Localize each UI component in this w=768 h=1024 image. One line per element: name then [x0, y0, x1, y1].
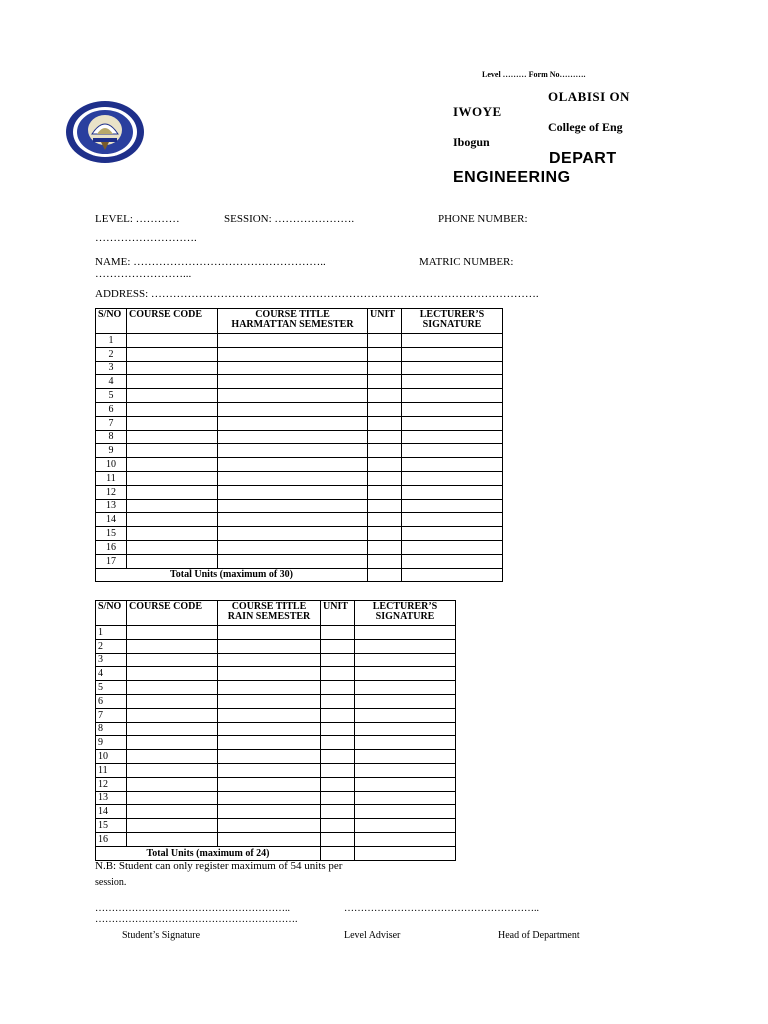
lecturer-signature-cell[interactable]: [355, 653, 456, 667]
course-code-cell[interactable]: [127, 639, 218, 653]
lecturer-signature-cell[interactable]: [402, 513, 503, 527]
table-row: [96, 416, 503, 430]
lecturer-signature-cell[interactable]: [402, 375, 503, 389]
table-row: [96, 819, 456, 833]
college-name: College of Eng: [548, 120, 623, 134]
lecturer-signature-cell[interactable]: [355, 626, 456, 640]
sn-cell: 12: [96, 777, 127, 791]
sn-cell: 2: [96, 347, 127, 361]
table-row: [96, 832, 456, 846]
course-code-cell[interactable]: [127, 694, 218, 708]
table-row: [96, 389, 503, 403]
lecturer-signature-cell[interactable]: [402, 554, 503, 568]
total-units-label: Total Units (maximum of 24): [96, 846, 321, 860]
course-code-cell[interactable]: [127, 416, 218, 430]
table-row: [96, 708, 456, 722]
lecturer-signature-cell[interactable]: [355, 763, 456, 777]
lecturer-signature-cell[interactable]: [402, 471, 503, 485]
course-title-cell[interactable]: [218, 791, 321, 805]
level-adviser-label: Level Adviser: [344, 930, 401, 941]
unit-cell[interactable]: [321, 708, 355, 722]
lecturer-signature-header-line2: SIGNATURE: [375, 611, 435, 622]
sn-cell: 12: [96, 485, 127, 499]
course-title-cell[interactable]: [218, 832, 321, 846]
sn-cell: 17: [96, 554, 127, 568]
table-row: [96, 653, 456, 667]
course-title-cell[interactable]: [218, 540, 368, 554]
unit-cell[interactable]: [321, 626, 355, 640]
unit-cell[interactable]: [368, 499, 402, 513]
sn-cell: 5: [96, 681, 127, 695]
table-row: [96, 667, 456, 681]
course-code-header: COURSE CODE: [127, 601, 218, 626]
course-title-cell[interactable]: [218, 471, 368, 485]
course-code-cell[interactable]: [127, 736, 218, 750]
course-title-cell[interactable]: [218, 361, 368, 375]
university-name: OLABISI ON: [548, 89, 630, 104]
lecturer-signature-cell[interactable]: [402, 527, 503, 541]
unit-cell[interactable]: [321, 805, 355, 819]
table-row: [96, 791, 456, 805]
sn-header: S/NO: [96, 601, 127, 626]
sn-cell: 15: [96, 527, 127, 541]
course-code-cell[interactable]: [127, 708, 218, 722]
unit-header: UNIT: [321, 601, 355, 626]
lecturer-signature-cell[interactable]: [402, 402, 503, 416]
course-code-cell[interactable]: [127, 819, 218, 833]
course-title-header-line2: HARMATTAN SEMESTER: [231, 319, 354, 330]
lecturer-signature-cell[interactable]: [402, 430, 503, 444]
course-code-cell[interactable]: [127, 554, 218, 568]
unit-cell[interactable]: [368, 430, 402, 444]
course-title-header-line1: COURSE TITLE: [231, 601, 307, 612]
total-units-value[interactable]: [368, 568, 402, 582]
course-code-cell[interactable]: [127, 763, 218, 777]
course-code-cell[interactable]: [127, 334, 218, 348]
level-form-number: Level ……… Form No……….: [482, 70, 586, 79]
table-row: [96, 626, 456, 640]
course-code-cell[interactable]: [127, 513, 218, 527]
course-code-cell[interactable]: [127, 832, 218, 846]
course-title-cell[interactable]: [218, 430, 368, 444]
unit-cell[interactable]: [321, 763, 355, 777]
sn-cell: 16: [96, 540, 127, 554]
total-units-row: [96, 568, 503, 582]
lecturer-signature-cell[interactable]: [355, 667, 456, 681]
course-title-cell[interactable]: [218, 389, 368, 403]
course-title-cell[interactable]: [218, 444, 368, 458]
unit-cell[interactable]: [321, 681, 355, 695]
course-code-cell[interactable]: [127, 667, 218, 681]
unit-cell[interactable]: [321, 791, 355, 805]
table-header-row: [96, 309, 503, 334]
unit-cell[interactable]: [368, 361, 402, 375]
unit-cell[interactable]: [321, 736, 355, 750]
unit-cell[interactable]: [368, 540, 402, 554]
course-title-header-line1: COURSE TITLE: [255, 309, 330, 320]
course-code-cell[interactable]: [127, 402, 218, 416]
lecturer-signature-cell[interactable]: [402, 361, 503, 375]
course-title-cell[interactable]: [218, 513, 368, 527]
table-row: [96, 805, 456, 819]
table-row: [96, 540, 503, 554]
table-row: [96, 347, 503, 361]
course-title-cell[interactable]: [218, 777, 321, 791]
course-code-cell[interactable]: [127, 805, 218, 819]
course-code-cell[interactable]: [127, 777, 218, 791]
table-row: [96, 694, 456, 708]
course-title-cell[interactable]: [218, 681, 321, 695]
course-code-cell[interactable]: [127, 626, 218, 640]
course-title-cell[interactable]: [218, 402, 368, 416]
lecturer-signature-cell[interactable]: [402, 485, 503, 499]
table-row: [96, 499, 503, 513]
lecturer-signature-cell[interactable]: [402, 389, 503, 403]
course-code-header: COURSE CODE: [127, 309, 218, 334]
lecturer-signature-cell[interactable]: [355, 694, 456, 708]
sn-cell: 14: [96, 513, 127, 527]
sn-cell: 11: [96, 471, 127, 485]
unit-cell[interactable]: [321, 694, 355, 708]
lecturer-signature-header-line2: SIGNATURE: [422, 319, 482, 330]
unit-cell[interactable]: [368, 513, 402, 527]
course-code-cell[interactable]: [127, 389, 218, 403]
course-title-cell[interactable]: [218, 653, 321, 667]
table-row: [96, 402, 503, 416]
lecturer-signature-cell[interactable]: [402, 499, 503, 513]
sn-cell: 6: [96, 402, 127, 416]
sn-cell: 9: [96, 444, 127, 458]
sn-cell: 7: [96, 416, 127, 430]
lecturer-signature-cell[interactable]: [402, 458, 503, 472]
university-location: IWOYE: [453, 104, 502, 119]
table-row: [96, 444, 503, 458]
course-title-cell[interactable]: [218, 639, 321, 653]
sn-cell: 16: [96, 832, 127, 846]
table-row: [96, 485, 503, 499]
sn-cell: 1: [96, 626, 127, 640]
unit-cell[interactable]: [321, 667, 355, 681]
lecturer-signature-cell[interactable]: [355, 805, 456, 819]
sn-cell: 6: [96, 694, 127, 708]
unit-cell[interactable]: [321, 750, 355, 764]
unit-cell[interactable]: [368, 444, 402, 458]
sn-cell: 11: [96, 763, 127, 777]
sn-cell: 14: [96, 805, 127, 819]
matric-number-label: MATRIC NUMBER:: [419, 256, 514, 268]
table-row: [96, 513, 503, 527]
phone-number-label: PHONE NUMBER:: [438, 213, 528, 225]
lecturer-signature-cell[interactable]: [355, 722, 456, 736]
sn-cell: 5: [96, 389, 127, 403]
course-title-cell[interactable]: [218, 667, 321, 681]
unit-cell[interactable]: [368, 389, 402, 403]
name-field: NAME: ……………………………………………..: [95, 256, 326, 268]
address-field: ADDRESS: …………………………………………………………………………………………….: [95, 288, 539, 300]
registration-note: N.B: Student can only register maximum of 54 units per: [95, 860, 343, 872]
session-field: SESSION: ………………….: [224, 213, 355, 225]
course-title-cell[interactable]: [218, 750, 321, 764]
course-code-cell[interactable]: [127, 722, 218, 736]
harmattan-semester-table: [95, 308, 503, 582]
course-code-cell[interactable]: [127, 375, 218, 389]
course-title-cell[interactable]: [218, 694, 321, 708]
sn-cell: 7: [96, 708, 127, 722]
course-code-cell[interactable]: [127, 791, 218, 805]
lecturer-signature-cell[interactable]: [402, 416, 503, 430]
table-row: [96, 527, 503, 541]
table-row: [96, 722, 456, 736]
table-row: [96, 471, 503, 485]
level-adviser-signature-line[interactable]: …………………………………………………..: [344, 903, 539, 914]
sn-cell: 3: [96, 361, 127, 375]
total-units-signature[interactable]: [402, 568, 503, 582]
lecturer-signature-cell[interactable]: [355, 708, 456, 722]
course-title-cell[interactable]: [218, 458, 368, 472]
course-code-cell[interactable]: [127, 361, 218, 375]
college-location: Ibogun: [453, 135, 490, 149]
registration-note-cont: session.: [95, 877, 127, 888]
course-title-cell[interactable]: [218, 554, 368, 568]
sn-header: S/NO: [96, 309, 127, 334]
table-row: [96, 639, 456, 653]
course-title-cell[interactable]: [218, 819, 321, 833]
total-units-signature[interactable]: [355, 846, 456, 860]
course-title-cell[interactable]: [218, 347, 368, 361]
lecturer-signature-cell[interactable]: [402, 347, 503, 361]
table-row: [96, 736, 456, 750]
unit-cell[interactable]: [368, 375, 402, 389]
sn-cell: 10: [96, 458, 127, 472]
sn-cell: 8: [96, 430, 127, 444]
total-units-row: [96, 846, 456, 860]
table-row: [96, 361, 503, 375]
unit-cell[interactable]: [368, 527, 402, 541]
lecturer-signature-header-line1: LECTURER’S: [372, 601, 438, 612]
sn-cell: 4: [96, 667, 127, 681]
course-title-cell[interactable]: [218, 805, 321, 819]
table-row: [96, 750, 456, 764]
course-title-header: [218, 601, 321, 626]
course-code-cell[interactable]: [127, 347, 218, 361]
course-title-cell[interactable]: [218, 334, 368, 348]
course-code-cell[interactable]: [127, 653, 218, 667]
unit-cell[interactable]: [368, 554, 402, 568]
sn-cell: 3: [96, 653, 127, 667]
course-code-cell[interactable]: [127, 485, 218, 499]
course-code-cell[interactable]: [127, 540, 218, 554]
unit-cell[interactable]: [368, 471, 402, 485]
lecturer-signature-header: [355, 601, 456, 626]
table-row: [96, 554, 503, 568]
unit-cell[interactable]: [368, 416, 402, 430]
unit-cell[interactable]: [368, 485, 402, 499]
sn-cell: 4: [96, 375, 127, 389]
total-units-value[interactable]: [321, 846, 355, 860]
lecturer-signature-cell[interactable]: [355, 791, 456, 805]
course-title-cell[interactable]: [218, 527, 368, 541]
lecturer-signature-cell[interactable]: [402, 540, 503, 554]
course-code-cell[interactable]: [127, 444, 218, 458]
table-row: [96, 430, 503, 444]
lecturer-signature-cell[interactable]: [355, 832, 456, 846]
lecturer-signature-header-line1: LECTURER’S: [419, 309, 485, 320]
university-crest-icon: [65, 100, 145, 164]
unit-cell[interactable]: [321, 653, 355, 667]
sn-cell: 10: [96, 750, 127, 764]
level-field: LEVEL: …………: [95, 213, 180, 225]
unit-cell[interactable]: [368, 347, 402, 361]
matric-number-dots: ……………………...: [95, 268, 192, 280]
department-subtitle: ENGINEERING: [453, 169, 571, 186]
signature-line-continuation[interactable]: …………………………………………………….: [95, 914, 298, 925]
lecturer-signature-header: [402, 309, 503, 334]
sn-cell: 1: [96, 334, 127, 348]
course-code-cell[interactable]: [127, 527, 218, 541]
sn-cell: 13: [96, 791, 127, 805]
table-row: [96, 681, 456, 695]
rain-semester-table: [95, 600, 456, 861]
course-title-cell[interactable]: [218, 499, 368, 513]
unit-cell[interactable]: [321, 777, 355, 791]
course-code-cell[interactable]: [127, 471, 218, 485]
lecturer-signature-cell[interactable]: [402, 334, 503, 348]
sn-cell: 13: [96, 499, 127, 513]
course-title-cell[interactable]: [218, 626, 321, 640]
course-title-cell[interactable]: [218, 736, 321, 750]
table-row: [96, 375, 503, 389]
unit-cell[interactable]: [368, 334, 402, 348]
course-title-cell[interactable]: [218, 375, 368, 389]
lecturer-signature-cell[interactable]: [355, 639, 456, 653]
course-code-cell[interactable]: [127, 681, 218, 695]
head-of-department-label: Head of Department: [498, 930, 580, 941]
unit-header: UNIT: [368, 309, 402, 334]
course-code-cell[interactable]: [127, 458, 218, 472]
student-signature-line[interactable]: …………………………………………………..: [95, 903, 290, 914]
unit-cell[interactable]: [368, 402, 402, 416]
course-title-cell[interactable]: [218, 416, 368, 430]
course-title-header: [218, 309, 368, 334]
lecturer-signature-cell[interactable]: [355, 777, 456, 791]
course-code-cell[interactable]: [127, 499, 218, 513]
table-row: [96, 777, 456, 791]
course-title-header-line2: RAIN SEMESTER: [227, 611, 311, 622]
unit-cell[interactable]: [321, 722, 355, 736]
lecturer-signature-cell[interactable]: [402, 444, 503, 458]
student-signature-label: Student’s Signature: [122, 930, 201, 941]
course-title-cell[interactable]: [218, 722, 321, 736]
lecturer-signature-cell[interactable]: [355, 750, 456, 764]
unit-cell[interactable]: [321, 832, 355, 846]
sn-cell: 8: [96, 722, 127, 736]
table-header-row: [96, 601, 456, 626]
table-row: [96, 334, 503, 348]
phone-number-dots: ……………………….: [95, 232, 197, 244]
unit-cell[interactable]: [368, 458, 402, 472]
course-title-cell[interactable]: [218, 485, 368, 499]
total-units-label: Total Units (maximum of 30): [96, 568, 368, 582]
department-title: DEPART: [549, 150, 617, 167]
table-row: [96, 763, 456, 777]
course-title-cell[interactable]: [218, 708, 321, 722]
course-code-cell[interactable]: [127, 750, 218, 764]
sn-cell: 9: [96, 736, 127, 750]
unit-cell[interactable]: [321, 819, 355, 833]
table-row: [96, 458, 503, 472]
course-code-cell[interactable]: [127, 430, 218, 444]
sn-cell: 15: [96, 819, 127, 833]
unit-cell[interactable]: [321, 639, 355, 653]
lecturer-signature-cell[interactable]: [355, 819, 456, 833]
lecturer-signature-cell[interactable]: [355, 681, 456, 695]
sn-cell: 2: [96, 639, 127, 653]
course-title-cell[interactable]: [218, 763, 321, 777]
lecturer-signature-cell[interactable]: [355, 736, 456, 750]
